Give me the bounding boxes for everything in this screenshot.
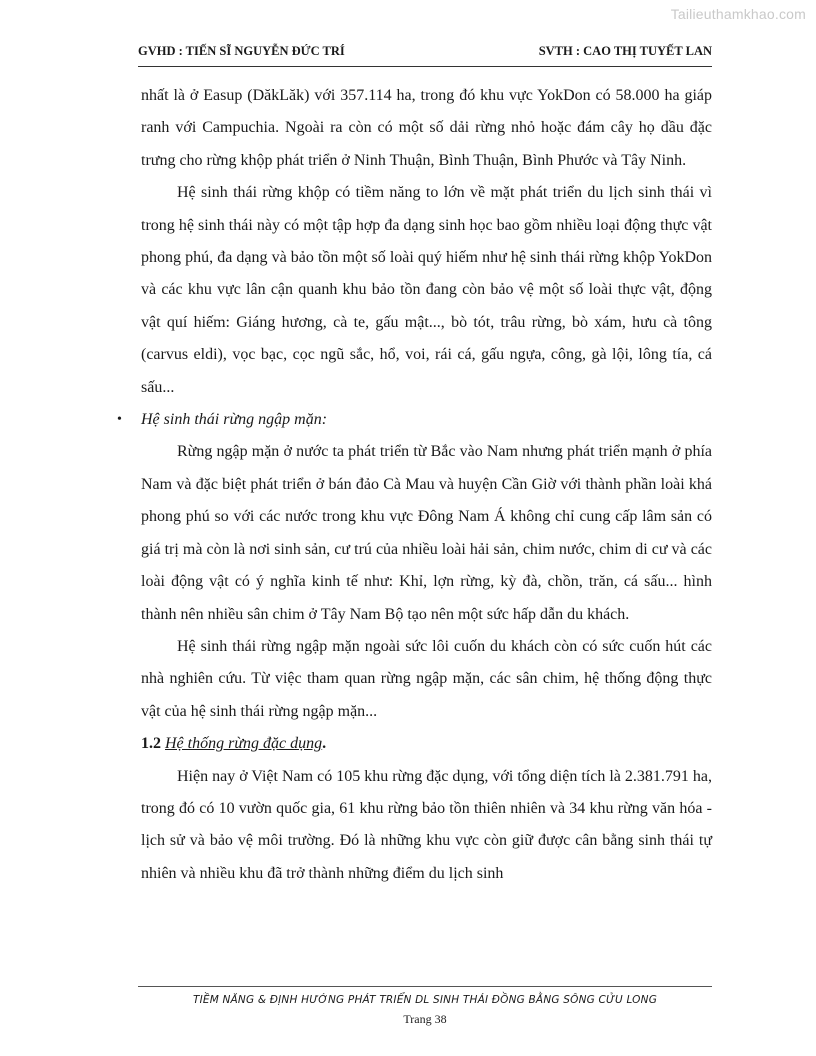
paragraph-2: Hệ sinh thái rừng khộp có tiềm năng to lớn về mặt phát triển du lịch sinh thái vì trong hệ sinh thái này có một tập hợp đa dạng sinh học bao gồm nhiều loại động thực vật phong phú, đa dạng và bảo tồn một số loài quý hiếm như hệ sinh thái rừng khộp YokDon và các khu vực lân cận quanh khu bảo tồn đang còn bảo vệ một số loài thực vật, động vật quí hiếm: Giáng hương, cà te, gấu mật..., bò tót, trâu rừng, bò xám, hưu cà tông (carvus eldi), vọc bạc, cọc ngũ sắc, hổ, voi, rái cá, gấu ngựa, công, gà lội, lông tía, cá sấu... [141,184,712,396]
header-instructor: GVHD : TIẾN SĨ NGUYỄN ĐỨC TRÍ [138,44,345,58]
paragraph-1: nhất là ở Easup (DăkLăk) với 357.114 ha, trong đó khu vực YokDon có 58.000 ha giáp ranh với Campuchia. Ngoài ra còn có một số dải rừng nhỏ hoặc đám cây họ dầu đặc trưng cho rừng khộp phát triển ở Ninh Thuận, Bình Thuận, Bình Phước và Tây Ninh. [141,87,712,169]
footer-title: TIỀM NĂNG & ĐỊNH HƯỚNG PHÁT TRIỂN DL SINH THÁI ĐỒNG BẰNG SÔNG CỬU LONG [192,994,658,1006]
bullet-heading-text: Hệ sinh thái rừng ngập mặn: [141,411,328,429]
footer-divider [138,986,712,987]
header-student: SVTH : CAO THỊ TUYẾT LAN [538,44,712,58]
paragraph-3: Rừng ngập mặn ở nước ta phát triển từ Bắc vào Nam nhưng phát triển mạnh ở phía Nam và đặc biệt phát triển ở bán đảo Cà Mau và huyện Cần Giờ với thành phần loài khá phong phú so với các nước trong khu vực Đông Nam Á không chỉ cung cấp lâm sản có giá trị mà còn là nơi sinh sản, cư trú của nhiều loài hải sản, chim nước, chim di cư và các loài động vật có ý nghĩa kinh tế như: Khỉ, lợn rừng, kỳ đà, chồn, trăn, cá sấu... hình thành nên nhiều sân chim ở Tây Nam Bộ tạo nên một sức hấp dẫn du khách. [141,443,712,623]
bullet-heading [117,404,712,436]
section-title-period: . [322,735,327,753]
document-body [117,80,712,890]
paragraph-4: Hệ sinh thái rừng ngập mặn ngoài sức lôi cuốn du khách còn có sức cuốn hút các nhà nghiên cứu. Từ việc tham quan rừng ngập mặn, các sân chim, hệ thống động thực vật của hệ sinh thái rừng ngập mặn... [141,637,712,720]
header-divider [138,66,712,67]
section-title: Hệ thống rừng đặc dụng [165,735,323,753]
watermark: Tailieuthamkhao.com [670,6,806,22]
page-header [138,44,712,59]
paragraph-5: Hiện nay ở Việt Nam có 105 khu rừng đặc dụng, với tổng diện tích là 2.381.791 ha, trong đó có 10 vườn quốc gia, 61 khu rừng bảo tồn thiên nhiên và 34 khu rừng văn hóa - lịch sử và bảo vệ môi trường. Đó là những khu vực còn giữ được cân bằng sinh thái tự nhiên và nhiều khu đã trở thành những điểm du lịch sinh [141,767,712,882]
page-number: Trang 38 [403,1012,447,1026]
section-heading [141,728,712,760]
bullet-icon: • [117,412,122,428]
section-number: 1.2 [141,735,161,753]
